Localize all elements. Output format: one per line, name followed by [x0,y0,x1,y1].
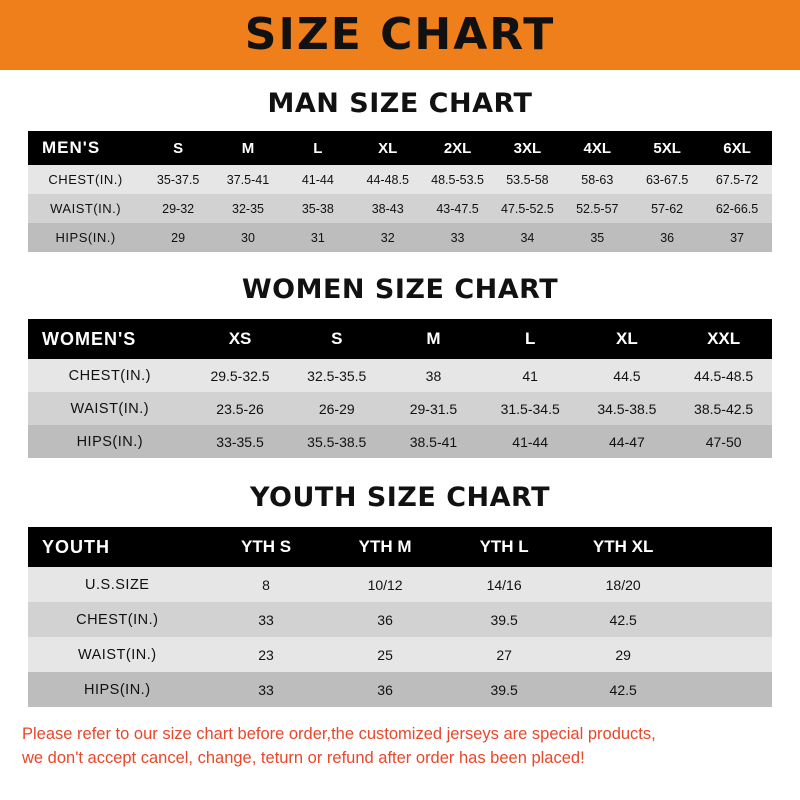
cell: 36 [377,611,393,628]
cell: 38.5-41 [409,433,458,450]
cell: 41-44 [301,172,334,187]
row-label: WAIST(IN.) [70,400,150,417]
col-header: XL [616,329,638,348]
cell: 42.5 [609,681,637,698]
col-header: L [313,139,323,157]
cell: 29 [171,230,186,245]
youth-size-table [28,527,772,707]
women-chart-wrap [0,319,800,458]
banner-bg-left [0,0,205,70]
cell: 63-67.5 [645,172,689,187]
cell: 39.5 [490,681,518,698]
cell: 33 [258,681,274,698]
cell: 23 [258,646,274,663]
youth-size-chart-heading: YOUTH SIZE CHART [249,482,551,513]
cell: 29-32 [162,201,195,216]
cell-spacer [683,602,772,637]
col-header: YTH M [358,537,412,556]
cell: 32.5-35.5 [307,367,367,384]
cell: 62-66.5 [715,201,759,216]
cell: 18/20 [605,576,641,593]
row-label: CHEST(IN.) [48,172,123,187]
cell: 41 [522,367,538,384]
col-header: XS [228,329,252,348]
cell: 44.5 [613,367,641,384]
col-header: M [241,139,255,157]
cell: 43-47.5 [436,201,479,216]
table-row [28,567,772,602]
row-label: WAIST(IN.) [77,646,157,663]
cell: 34 [520,230,535,245]
table-row [28,672,772,707]
cell: 31 [310,230,325,245]
cell: 35 [590,230,605,245]
table-row [28,637,772,672]
cell: 35-38 [301,201,334,216]
page-title: SIZE CHART [244,9,556,60]
col-header: XL [378,139,398,157]
women-size-chart-heading: WOMEN SIZE CHART [241,274,559,305]
row-label: HIPS(IN.) [84,681,151,698]
banner [0,0,800,70]
footer-note [0,723,800,771]
table-header-row [28,319,772,359]
cell: 14/16 [486,576,522,593]
cell: 44-48.5 [366,172,409,187]
col-header: 6XL [723,139,751,157]
cell: 39.5 [490,611,518,628]
cell: 57-62 [651,201,684,216]
youth-chart-wrap [0,527,800,707]
col-header: YOUTH [42,536,110,557]
row-label: WAIST(IN.) [50,201,122,216]
cell-spacer [683,672,772,707]
col-header: YTH XL [592,537,654,556]
footer-note-line-2: we don't accept cancel, change, teturn or refund after order has been placed! [22,748,585,767]
cell: 42.5 [609,611,637,628]
row-label: CHEST(IN.) [76,611,159,628]
cell: 8 [262,576,270,593]
cell: 44.5-48.5 [694,367,754,384]
cell: 48.5-53.5 [431,172,484,187]
table-header-row [28,131,772,165]
cell: 29 [615,646,631,663]
cell: 33 [258,611,274,628]
cell: 53.5-58 [506,172,549,187]
row-label: CHEST(IN.) [68,367,151,384]
cell: 37 [730,230,744,245]
cell: 27 [496,646,512,663]
banner-bg-right [595,0,800,70]
col-header: 3XL [513,139,542,157]
table-row [28,425,772,458]
cell: 44-47 [609,433,645,450]
col-header: YTH S [241,537,292,556]
man-size-table [28,131,772,252]
col-header: L [524,329,536,348]
cell: 26-29 [318,400,355,417]
cell: 41-44 [512,433,549,450]
cell: 38.5-42.5 [694,400,754,417]
table-header-row [28,527,772,567]
cell: 36 [660,230,675,245]
cell: 35-37.5 [156,172,200,187]
col-header: M [426,329,441,348]
cell: 32 [380,230,395,245]
cell: 52.5-57 [576,201,619,216]
cell-spacer [683,567,772,602]
col-header: YTH L [479,537,529,556]
cell-spacer [683,637,772,672]
cell: 33-35.5 [216,433,264,450]
cell: 47-50 [705,433,742,450]
cell: 31.5-34.5 [500,400,560,417]
table-row [28,602,772,637]
col-header: 5XL [653,139,681,157]
cell: 58-63 [581,172,614,187]
cell: 25 [377,646,393,663]
cell: 32-35 [232,201,264,216]
cell: 23.5-26 [216,400,264,417]
col-header: 4XL [583,139,612,157]
row-label: HIPS(IN.) [76,433,144,450]
footer-note-line-1: Please refer to our size chart before order,the customized jerseys are special products, [22,725,656,743]
row-label: U.S.SIZE [85,576,150,593]
col-header-spacer [683,527,772,567]
col-header: S [331,329,343,348]
col-header: MEN'S [42,138,101,157]
cell: 36 [377,681,393,698]
col-header: WOMEN'S [42,328,137,349]
cell: 47.5-52.5 [501,201,554,216]
women-size-table [28,319,772,458]
cell: 37.5-41 [226,172,270,187]
col-header: XXL [707,329,741,348]
cell: 38-43 [371,201,404,216]
table-row [28,359,772,392]
cell: 29.5-32.5 [210,367,270,384]
cell: 10/12 [367,576,403,593]
man-size-chart-heading: MAN SIZE CHART [267,88,533,119]
cell: 35.5-38.5 [307,433,367,450]
cell: 33 [450,230,465,245]
cell: 67.5-72 [715,172,759,187]
table-row [28,194,772,223]
table-row [28,165,772,194]
cell: 34.5-38.5 [597,400,657,417]
cell: 29-31.5 [409,400,458,417]
cell: 30 [241,230,255,245]
col-header: S [173,139,184,157]
col-header: 2XL [443,139,472,157]
row-label: HIPS(IN.) [55,230,116,245]
table-row [28,392,772,425]
table-row [28,223,772,252]
cell: 38 [425,367,442,384]
man-chart-wrap [0,131,800,252]
